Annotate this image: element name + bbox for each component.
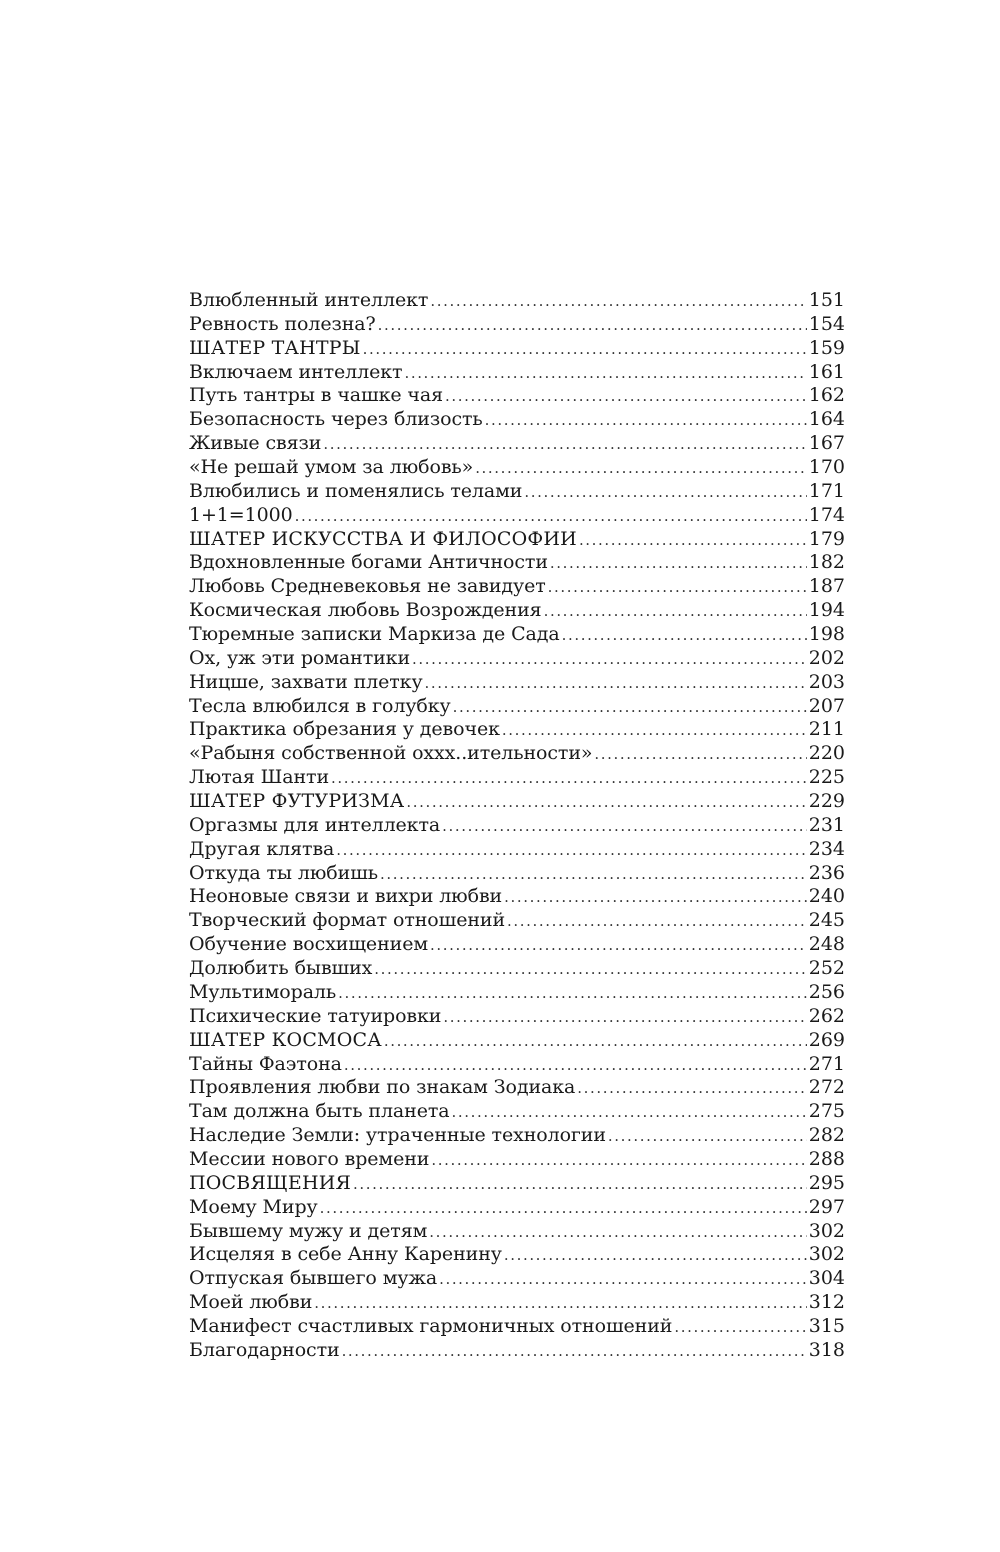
toc-entry-page-number: 162 — [808, 384, 845, 407]
toc-entry-page-number: 315 — [808, 1314, 845, 1337]
toc-entry — [189, 551, 845, 575]
toc-entry-title: 1+1=1000 — [189, 503, 293, 526]
dot-leader — [429, 1221, 806, 1244]
toc-section-heading — [189, 528, 845, 552]
dot-leader — [453, 696, 807, 719]
dot-leader — [295, 505, 807, 528]
toc-entry-page-number: 154 — [808, 312, 845, 335]
toc-entry-title: Ницше, захвати плетку — [189, 670, 423, 693]
toc-entry-title: Психические татуировки — [189, 1004, 442, 1027]
toc-entry — [189, 1220, 845, 1244]
dot-leader — [439, 1268, 807, 1291]
toc-entry-title: Космическая любовь Возрождения — [189, 599, 542, 622]
dot-leader — [412, 648, 807, 671]
toc-entry-title: «Рабыня собственной оххх..ительности» — [189, 742, 593, 765]
toc-entry — [189, 957, 845, 981]
toc-entry — [189, 1243, 845, 1267]
toc-entry-page-number: 203 — [808, 670, 845, 693]
toc-entry-title: Долюбить бывших — [189, 957, 373, 980]
toc-entry — [189, 981, 845, 1005]
toc-entry-page-number: 225 — [808, 766, 845, 789]
toc-entry-page-number: 245 — [808, 909, 845, 932]
dot-leader — [353, 1173, 807, 1196]
dot-leader — [442, 815, 807, 838]
dot-leader — [577, 1077, 806, 1100]
toc-entry-title: Любовь Средневековья не завидует — [189, 575, 546, 598]
toc-entry-page-number: 194 — [808, 599, 845, 622]
toc-entry-page-number: 171 — [808, 479, 845, 502]
toc-entry — [189, 718, 845, 742]
toc-entry — [189, 838, 845, 862]
dot-leader — [323, 433, 806, 456]
dot-leader — [544, 600, 807, 623]
toc-entry-title: Оргазмы для интеллекта — [189, 813, 441, 836]
toc-entry — [189, 1124, 845, 1148]
toc-entry-page-number: 164 — [808, 408, 845, 431]
toc-section-heading — [189, 790, 845, 814]
toc-entry — [189, 933, 845, 957]
toc-entry — [189, 647, 845, 671]
toc-entry-title: Тюремные записки Маркиза де Сада — [189, 623, 560, 646]
toc-entry — [189, 1339, 845, 1363]
dot-leader — [475, 457, 807, 480]
toc-entry — [189, 671, 845, 695]
toc-entry-page-number: 211 — [808, 718, 845, 741]
toc-entry-title: Откуда ты любишь — [189, 861, 379, 884]
toc-entry — [189, 1267, 845, 1291]
dot-leader — [331, 767, 807, 790]
toc-section-heading — [189, 1172, 845, 1196]
toc-entry — [189, 1076, 845, 1100]
toc-entry-page-number: 234 — [808, 837, 845, 860]
dot-leader — [336, 839, 806, 862]
dot-leader — [452, 1101, 807, 1124]
toc-entry-page-number: 297 — [808, 1195, 845, 1218]
dot-leader — [562, 624, 807, 647]
dot-leader — [524, 481, 806, 504]
toc-entry — [189, 814, 845, 838]
dot-leader — [380, 863, 807, 886]
toc-entry-page-number: 318 — [808, 1338, 845, 1361]
toc-entry-page-number: 271 — [808, 1052, 845, 1075]
toc-entry-page-number: 220 — [808, 742, 845, 765]
toc-entry — [189, 408, 845, 432]
toc-entry-title: Моей любви — [189, 1291, 313, 1314]
dot-leader — [344, 1054, 807, 1077]
dot-leader — [594, 743, 806, 766]
toc-entry-page-number: 151 — [808, 289, 845, 311]
toc-entry-title: Ревность полезна? — [189, 312, 376, 335]
toc-entry-title: Наследие Земли: утраченные технологии — [189, 1124, 606, 1147]
toc-entry-page-number: 231 — [808, 813, 845, 836]
dot-leader — [485, 409, 807, 432]
toc-entry — [189, 480, 845, 504]
toc-entry-page-number: 302 — [808, 1219, 845, 1242]
toc-entry — [189, 384, 845, 408]
toc-entry-page-number: 256 — [808, 980, 845, 1003]
toc-entry-title: Тесла влюбился в голубку — [189, 694, 451, 717]
dot-leader — [384, 1030, 807, 1053]
toc-entry — [189, 313, 845, 337]
toc-entry — [189, 742, 845, 766]
toc-entry-page-number: 198 — [808, 623, 845, 646]
toc-entry-page-number: 167 — [808, 432, 845, 455]
toc-entry-page-number: 179 — [808, 527, 845, 550]
toc-entry-title: Вдохновленные богами Античности — [189, 551, 548, 574]
dot-leader — [404, 362, 806, 385]
toc-entry-title: ШАТЕР ФУТУРИЗМА — [189, 790, 405, 813]
toc-entry-page-number: 275 — [808, 1100, 845, 1123]
toc-entry — [189, 909, 845, 933]
dot-leader — [314, 1292, 806, 1315]
dot-leader — [504, 886, 807, 909]
toc-entry-title: Мессии нового времени — [189, 1147, 430, 1170]
toc-entry-title: Влюбились и поменялись телами — [189, 479, 523, 502]
toc-entry-title: Бывшему мужу и детям — [189, 1219, 428, 1242]
toc-entry-title: Творческий формат отношений — [189, 909, 506, 932]
toc-entry — [189, 1148, 845, 1172]
toc-entry-page-number: 304 — [808, 1267, 845, 1290]
toc-entry-title: Благодарности — [189, 1338, 340, 1361]
toc-entry — [189, 1053, 845, 1077]
toc-entry-title: ШАТЕР ТАНТРЫ — [189, 336, 361, 359]
toc-entry-title: Лютая Шанти — [189, 766, 330, 789]
dot-leader — [550, 552, 807, 575]
toc-entry-title: Неоновые связи и вихри любви — [189, 885, 503, 908]
toc-entry-page-number: 161 — [808, 360, 845, 383]
toc-entry-title: Обучение восхищением — [189, 933, 429, 956]
dot-leader — [431, 1149, 806, 1172]
toc-entry — [189, 885, 845, 909]
toc-entry-title: Тайны Фаэтона — [189, 1052, 342, 1075]
toc-entry-page-number: 240 — [808, 885, 845, 908]
toc-entry-page-number: 272 — [808, 1076, 845, 1099]
toc-entry-page-number: 312 — [808, 1291, 845, 1314]
dot-leader — [579, 529, 807, 552]
toc-entry-title: Моему Миру — [189, 1195, 318, 1218]
toc-entry-title: Мультимораль — [189, 980, 337, 1003]
dot-leader — [338, 982, 807, 1005]
toc-entry-title: Манифест счастливых гармоничных отношений — [189, 1314, 673, 1337]
toc-entry-page-number: 269 — [808, 1028, 845, 1051]
dot-leader — [430, 290, 806, 313]
toc-entry — [189, 289, 845, 313]
toc-entry-title: Включаем интеллект — [189, 360, 403, 383]
dot-leader — [406, 791, 806, 814]
toc-entry — [189, 1005, 845, 1029]
toc-entry-page-number: 262 — [808, 1004, 845, 1027]
table-of-contents — [189, 289, 845, 1363]
toc-entry-page-number: 252 — [808, 957, 845, 980]
dot-leader — [507, 910, 807, 933]
toc-entry-title: Ох, уж эти романтики — [189, 646, 411, 669]
toc-entry — [189, 1291, 845, 1315]
toc-entry-title: Влюбленный интеллект — [189, 289, 429, 311]
dot-leader — [443, 1006, 806, 1029]
toc-entry-page-number: 229 — [808, 790, 845, 813]
toc-entry — [189, 1315, 845, 1339]
toc-section-heading — [189, 1029, 845, 1053]
toc-entry-title: ШАТЕР ИСКУССТВА И ФИЛОСОФИИ — [189, 527, 577, 550]
toc-entry-page-number: 236 — [808, 861, 845, 884]
toc-entry-page-number: 282 — [808, 1124, 845, 1147]
toc-entry-page-number: 295 — [808, 1171, 845, 1194]
toc-entry — [189, 766, 845, 790]
toc-entry-page-number: 187 — [808, 575, 845, 598]
toc-entry — [189, 456, 845, 480]
toc-entry-title: Живые связи — [189, 432, 322, 455]
toc-entry-title: Другая клятва — [189, 837, 335, 860]
toc-entry-page-number: 174 — [808, 503, 845, 526]
dot-leader — [363, 338, 807, 361]
toc-entry-page-number: 288 — [808, 1147, 845, 1170]
toc-entry-page-number: 170 — [808, 456, 845, 479]
dot-leader — [430, 934, 807, 957]
dot-leader — [504, 1244, 807, 1267]
toc-entry-page-number: 248 — [808, 933, 845, 956]
toc-entry-title: ПОСВЯЩЕНИЯ — [189, 1171, 352, 1194]
toc-entry-page-number: 159 — [808, 336, 845, 359]
toc-entry — [189, 695, 845, 719]
dot-leader — [378, 314, 807, 337]
toc-entry-title: Отпуская бывшего мужа — [189, 1267, 438, 1290]
toc-entry — [189, 361, 845, 385]
toc-entry-page-number: 202 — [808, 646, 845, 669]
dot-leader — [548, 576, 807, 599]
toc-entry-title: Практика обрезания у девочек — [189, 718, 500, 741]
toc-entry-page-number: 207 — [808, 694, 845, 717]
dot-leader — [425, 672, 807, 695]
toc-entry-title: Безопасность через близость — [189, 408, 483, 431]
toc-entry-title: Исцеляя в себе Анну Каренину — [189, 1243, 502, 1266]
toc-entry-title: Проявления любви по знакам Зодиака — [189, 1076, 576, 1099]
dot-leader — [445, 385, 807, 408]
dot-leader — [374, 958, 806, 981]
dot-leader — [502, 719, 807, 742]
toc-entry — [189, 862, 845, 886]
dot-leader — [674, 1316, 806, 1339]
toc-entry — [189, 1100, 845, 1124]
toc-entry — [189, 1196, 845, 1220]
dot-leader — [342, 1340, 807, 1363]
toc-entry-page-number: 182 — [808, 551, 845, 574]
toc-entry-title: ШАТЕР КОСМОСА — [189, 1028, 382, 1051]
toc-entry-title: Там должна быть планета — [189, 1100, 450, 1123]
toc-entry — [189, 504, 845, 528]
toc-entry-page-number: 302 — [808, 1243, 845, 1266]
dot-leader — [608, 1125, 807, 1148]
toc-entry-title: Путь тантры в чашке чая — [189, 384, 444, 407]
toc-entry — [189, 575, 845, 599]
dot-leader — [320, 1197, 807, 1220]
toc-entry — [189, 599, 845, 623]
toc-entry-title: «Не решай умом за любовь» — [189, 456, 474, 479]
toc-section-heading — [189, 337, 845, 361]
toc-entry — [189, 432, 845, 456]
toc-entry — [189, 623, 845, 647]
